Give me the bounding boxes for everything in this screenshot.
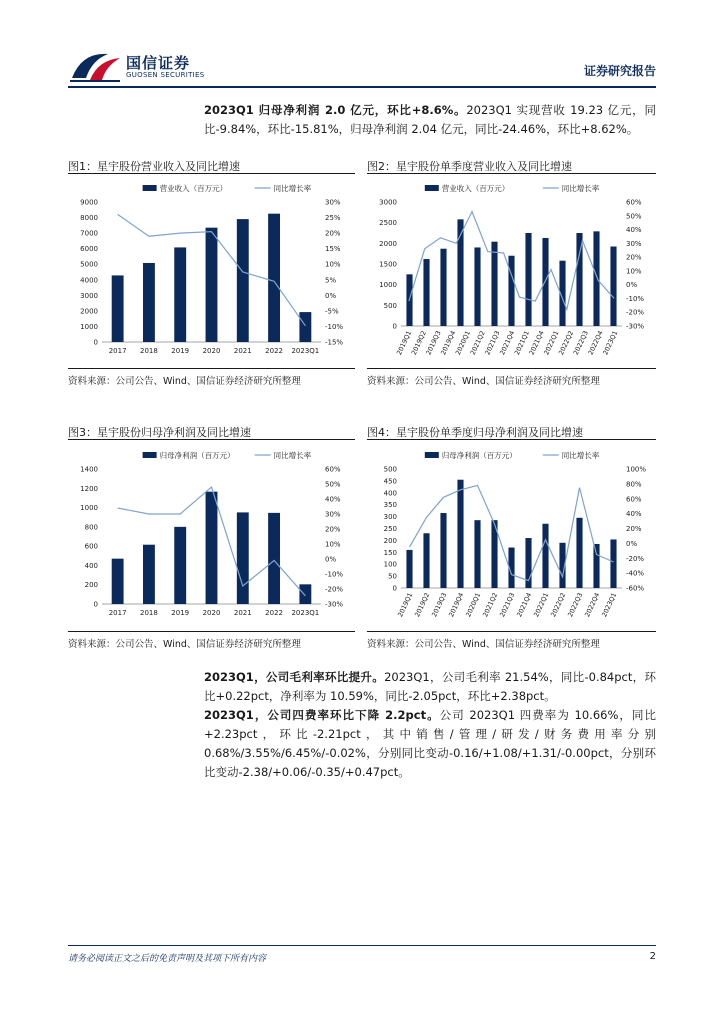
- x-tick-label: 2022: [265, 609, 283, 617]
- bar: [440, 249, 446, 326]
- legend-line-label: 同比增长率: [273, 451, 312, 460]
- y-right-tick-label: -10%: [626, 294, 645, 303]
- figure-3-bottom-rule: [68, 631, 355, 632]
- legend-bar-swatch: [425, 185, 439, 191]
- y-left-tick-label: 50: [388, 572, 397, 581]
- bar: [474, 247, 480, 326]
- y-right-tick-label: -40%: [626, 569, 645, 578]
- y-right-tick-label: 20%: [626, 253, 642, 262]
- figure-2-bottom-rule: [367, 368, 656, 369]
- bar: [474, 520, 480, 588]
- y-right-tick-label: 60%: [626, 198, 642, 207]
- figure-1-bottom-rule: [68, 368, 355, 369]
- bar: [299, 312, 311, 342]
- y-left-tick-label: 6000: [80, 245, 98, 254]
- x-tick-label: 2021Q3: [483, 329, 502, 357]
- legend-bar-label: 营业收入（百万元）: [159, 184, 228, 193]
- chart-annual-net-profit: [68, 443, 355, 628]
- x-tick-label: 2021Q4: [498, 329, 517, 357]
- y-left-tick-label: 0: [93, 338, 98, 347]
- x-tick-label: 2019: [171, 609, 190, 617]
- guosen-logo-icon: [68, 48, 122, 84]
- y-left-tick-label: 600: [84, 542, 98, 551]
- x-tick-label: 2022Q4: [583, 591, 602, 619]
- y-right-tick-label: 30%: [325, 510, 341, 519]
- x-tick-label: 2022Q3: [566, 591, 585, 619]
- figure-2-rule: [367, 173, 656, 174]
- figure-2-source: 资料来源：公司公告、Wind、国信证券经济研究所整理: [367, 376, 600, 387]
- y-left-tick-label: 500: [383, 301, 397, 310]
- x-tick-label: 2023Q1: [291, 609, 320, 617]
- y-left-tick-label: 5000: [80, 260, 98, 269]
- y-right-tick-label: 50%: [325, 480, 341, 489]
- x-tick-label: 2021Q4: [515, 591, 534, 619]
- y-left-tick-label: 500: [383, 465, 397, 474]
- y-right-tick-label: -10%: [325, 322, 344, 331]
- figure-4-source: 资料来源：公司公告、Wind、国信证券经济研究所整理: [367, 639, 600, 650]
- bar: [508, 256, 514, 326]
- legend-line-label: 同比增长率: [561, 451, 600, 460]
- page-number: 2: [649, 951, 656, 962]
- y-left-tick-label: 1000: [80, 504, 98, 513]
- figure-1-rule: [68, 173, 355, 174]
- y-left-tick-label: 8000: [80, 214, 98, 223]
- paragraph-lead: 2023Q1 归母净利润 2.0 亿元，环比+8.6%。: [204, 103, 467, 117]
- y-left-tick-label: 200: [84, 581, 98, 590]
- paragraph-net-profit: [204, 101, 656, 139]
- x-tick-label: 2020: [202, 347, 221, 355]
- x-tick-label: 2023Q1: [600, 591, 619, 619]
- figure-4-rule: [367, 439, 656, 440]
- logo-english: GUOSEN SECURITIES: [126, 71, 205, 79]
- x-tick-label: 2022Q1: [542, 329, 561, 357]
- y-right-tick-label: 0%: [325, 291, 337, 300]
- bar: [268, 513, 280, 604]
- bar: [174, 527, 186, 604]
- figure-2-title: 图2：星宇股份单季度营业收入及同比增速: [367, 160, 572, 173]
- bar: [206, 492, 218, 604]
- x-tick-label: 2022Q4: [586, 329, 605, 357]
- legend-bar-label: 营业收入（百万元）: [441, 184, 510, 193]
- y-right-tick-label: -20%: [325, 585, 344, 594]
- x-tick-label: 2022: [265, 347, 283, 355]
- y-left-tick-label: 200: [383, 536, 397, 545]
- bar: [112, 559, 124, 604]
- bar: [610, 247, 616, 326]
- bar: [406, 550, 412, 588]
- x-tick-label: 2018: [140, 609, 158, 617]
- legend-bar-swatch: [143, 452, 157, 458]
- y-left-tick-label: 0: [392, 584, 397, 593]
- y-left-tick-label: 400: [84, 561, 98, 570]
- figure-3-title: 图3：星宇股份归母净利润及同比增速: [68, 426, 251, 439]
- x-tick-label: 2022Q2: [557, 329, 576, 357]
- paragraph-expense-ratio: [204, 706, 656, 782]
- x-tick-label: 2017: [108, 347, 127, 355]
- bar: [143, 545, 155, 604]
- y-left-tick-label: 300: [383, 513, 397, 522]
- footer-divider: [68, 945, 656, 946]
- x-tick-label: 2019Q2: [413, 591, 432, 619]
- y-right-tick-label: -10%: [325, 570, 344, 579]
- y-left-tick-label: 100: [383, 560, 397, 569]
- y-right-tick-label: -20%: [626, 554, 645, 563]
- bar: [174, 247, 186, 342]
- legend-bar-swatch: [425, 452, 439, 458]
- paragraph-body: 2023Q1 实现营收 19.23 亿元，同比-9.84%，环比-15.81%，归母净利润 2.04 亿元，同比-24.46%，环比+8.62%。: [204, 103, 656, 136]
- y-right-tick-label: 5%: [325, 276, 337, 285]
- logo-chinese: 国信证券: [126, 54, 191, 72]
- x-tick-label: 2019Q1: [396, 591, 415, 619]
- y-left-tick-label: 9000: [80, 198, 98, 207]
- x-tick-label: 2019Q4: [447, 591, 466, 619]
- bar: [525, 233, 531, 326]
- x-tick-label: 2019Q1: [395, 329, 414, 357]
- x-tick-label: 2018: [140, 347, 158, 355]
- y-right-tick-label: 40%: [325, 495, 341, 504]
- bar: [237, 512, 249, 604]
- y-left-tick-label: 250: [383, 525, 397, 533]
- y-right-tick-label: -60%: [626, 584, 645, 593]
- legend-line-label: 同比增长率: [561, 184, 600, 193]
- y-right-tick-label: 30%: [626, 239, 642, 248]
- header-divider: [68, 86, 656, 88]
- figure-3-source: 资料来源：公司公告、Wind、国信证券经济研究所整理: [68, 639, 301, 650]
- bar: [143, 263, 155, 342]
- y-left-tick-label: 1000: [379, 281, 397, 290]
- chart-quarterly-revenue: [367, 176, 656, 366]
- bar: [299, 584, 311, 604]
- y-left-tick-label: 2500: [379, 219, 397, 228]
- y-right-tick-label: -30%: [325, 600, 344, 609]
- bar: [268, 214, 280, 342]
- x-tick-label: 2019Q4: [439, 329, 458, 357]
- y-right-tick-label: -5%: [325, 307, 339, 316]
- bar: [423, 533, 429, 588]
- x-tick-label: 2023Q1: [601, 329, 620, 357]
- x-tick-label: 2022Q1: [532, 591, 551, 619]
- legend-bar-label: 归母净利润（百万元）: [159, 451, 235, 460]
- y-right-tick-label: 60%: [626, 495, 642, 504]
- y-right-tick-label: 20%: [325, 525, 341, 534]
- y-left-tick-label: 450: [383, 477, 397, 486]
- footer-disclaimer: 请务必阅读正文之后的免责声明及其项下所有内容: [68, 954, 267, 964]
- x-tick-label: 2020Q1: [464, 591, 483, 619]
- bar: [237, 219, 249, 342]
- bar: [576, 518, 582, 588]
- y-right-tick-label: 40%: [626, 510, 642, 519]
- x-tick-label: 2021Q4: [527, 329, 546, 357]
- y-right-tick-label: 40%: [626, 226, 642, 235]
- x-tick-label: 2021: [233, 609, 252, 617]
- y-left-tick-label: 2000: [80, 307, 98, 316]
- report-type: 证券研究报告: [583, 64, 656, 78]
- x-tick-label: 2020: [202, 609, 221, 617]
- y-right-tick-label: -15%: [325, 338, 344, 347]
- y-left-tick-label: 150: [383, 548, 397, 557]
- y-right-tick-label: -20%: [626, 308, 645, 317]
- paragraph-gross-margin: [204, 668, 656, 706]
- x-tick-label: 2021Q2: [468, 329, 487, 357]
- x-tick-label: 2017: [108, 609, 127, 617]
- y-left-tick-label: 1000: [80, 322, 98, 331]
- x-tick-label: 2019Q2: [409, 329, 428, 357]
- bar: [610, 539, 616, 588]
- legend-bar-swatch: [143, 185, 157, 191]
- legend-line-label: 同比增长率: [273, 184, 312, 193]
- bar: [491, 242, 497, 326]
- bar: [423, 259, 429, 326]
- y-right-tick-label: 10%: [626, 267, 642, 276]
- figure-4-title: 图4：星宇股份单季度归母净利润及同比增速: [367, 426, 583, 439]
- bar: [440, 513, 446, 588]
- x-tick-label: 2023Q1: [291, 347, 320, 355]
- x-tick-label: 2019: [171, 347, 190, 355]
- y-right-tick-label: 10%: [325, 260, 341, 269]
- y-left-tick-label: 400: [383, 489, 397, 498]
- x-tick-label: 2021: [233, 347, 252, 355]
- y-left-tick-label: 7000: [80, 229, 98, 238]
- y-left-tick-label: 1500: [379, 260, 397, 269]
- company-logo: [68, 48, 228, 84]
- y-right-tick-label: 15%: [325, 245, 341, 254]
- y-right-tick-label: 0%: [626, 539, 638, 548]
- y-right-tick-label: 80%: [626, 480, 642, 489]
- y-right-tick-label: 50%: [626, 212, 642, 221]
- y-left-tick-label: 800: [84, 523, 98, 532]
- bar: [542, 524, 548, 588]
- x-tick-label: 2020Q1: [453, 329, 473, 357]
- x-tick-label: 2021Q2: [481, 591, 500, 619]
- legend-bar-label: 归母净利润（百万元）: [441, 451, 517, 460]
- bar: [457, 480, 463, 588]
- y-left-tick-label: 1400: [80, 465, 98, 474]
- chart-annual-revenue: [68, 176, 355, 366]
- figure-1-source: 资料来源：公司公告、Wind、国信证券经济研究所整理: [68, 376, 301, 387]
- paragraph-body: 公司 2023Q1 四费率为 10.66%，同比+2.23pct，环比-2.21pct，其中销售/管理/研发/财务费用率分别 0.68%/3.55%/6.45%/-0.02%，分别同比变动-0.16/+1.08/+1.31/-0.00pct，分别环比变动-2.38/+0.06/-0.35/+0.47pct。: [204, 708, 656, 779]
- x-tick-label: 2019Q3: [430, 591, 449, 619]
- bar: [593, 544, 599, 588]
- paragraph-lead: 2023Q1，公司四费率环比下降 2.2pct。: [204, 708, 440, 722]
- y-right-tick-label: 0%: [325, 555, 337, 564]
- paragraph-lead: 2023Q1，公司毛利率环比提升。: [204, 670, 385, 684]
- y-left-tick-label: 4000: [80, 276, 98, 285]
- y-left-tick-label: 0: [93, 600, 98, 609]
- y-left-tick-label: 2000: [379, 239, 397, 248]
- y-left-tick-label: 3000: [379, 198, 397, 207]
- x-tick-label: 2021Q1: [512, 329, 532, 357]
- bar: [112, 275, 124, 342]
- y-right-tick-label: 0%: [626, 281, 638, 290]
- x-tick-label: 2019Q3: [424, 329, 443, 357]
- y-left-tick-label: 1200: [80, 484, 98, 493]
- y-right-tick-label: 25%: [325, 214, 341, 223]
- y-right-tick-label: 10%: [325, 540, 341, 549]
- y-left-tick-label: 0: [392, 322, 397, 331]
- paragraph-body: 2023Q1，公司毛利率 21.54%，同比-0.84pct，环比+0.22pct，净利率为 10.59%，同比-2.05pct，环比+2.38pct。: [204, 670, 656, 703]
- bar: [593, 231, 599, 326]
- figure-3-rule: [68, 439, 355, 440]
- y-right-tick-label: 20%: [626, 525, 642, 533]
- x-tick-label: 2021Q3: [498, 591, 517, 619]
- bar: [542, 238, 548, 326]
- y-left-tick-label: 350: [383, 501, 397, 510]
- y-left-tick-label: 3000: [80, 291, 98, 300]
- y-right-tick-label: 60%: [325, 465, 341, 474]
- figure-4-bottom-rule: [367, 631, 656, 632]
- page-header: [68, 48, 656, 88]
- bar: [206, 228, 218, 342]
- figure-1-title: 图1：星宇股份营业收入及同比增速: [68, 160, 240, 173]
- y-right-tick-label: -30%: [626, 322, 645, 331]
- y-right-tick-label: 20%: [325, 229, 341, 238]
- x-tick-label: 2022Q2: [549, 591, 568, 619]
- y-right-tick-label: 30%: [325, 198, 341, 207]
- y-right-tick-label: 100%: [626, 465, 647, 474]
- x-tick-label: 2022Q3: [571, 329, 590, 357]
- chart-quarterly-net-profit: [367, 443, 656, 628]
